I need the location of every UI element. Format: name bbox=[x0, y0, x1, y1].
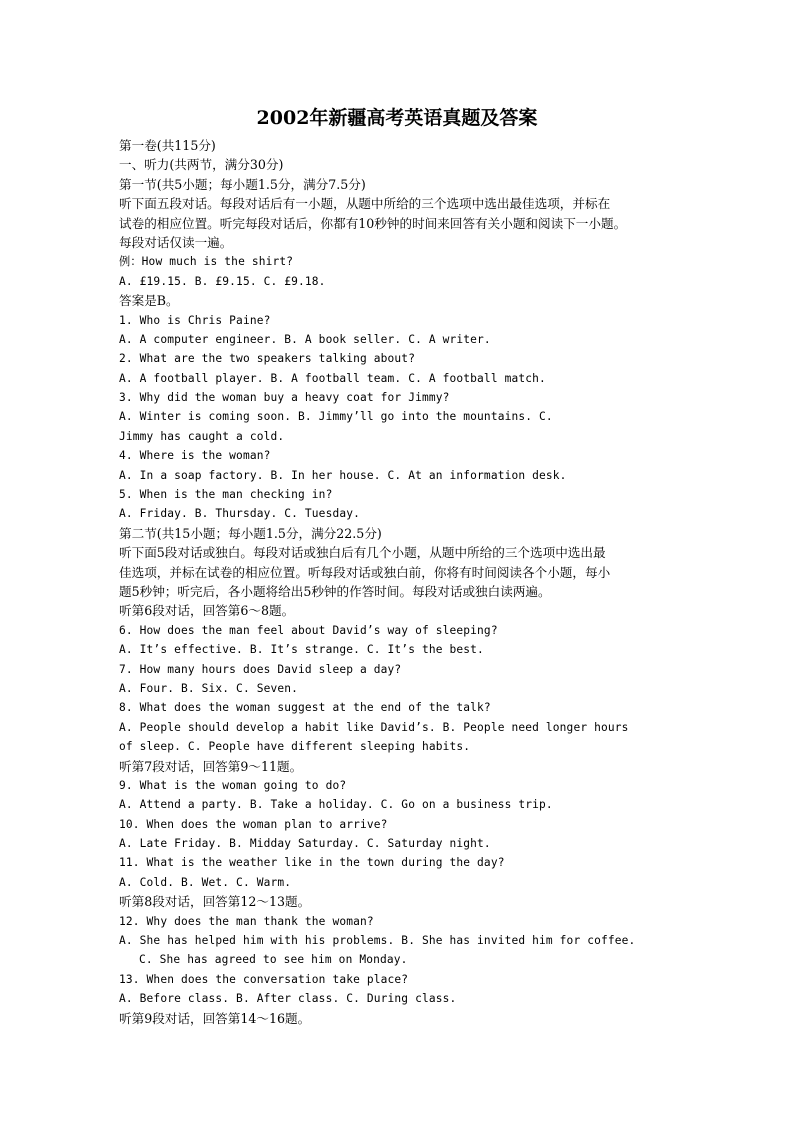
options-line: A. It’s effective. B. It’s strange. C. It’s the best. bbox=[119, 643, 484, 657]
options-line: A. A football player. B. A football team. C. A football match. bbox=[119, 371, 546, 385]
part-header: 一、听力(共两节，满分30分) bbox=[119, 157, 284, 173]
options-line: A. Late Friday. B. Midday Saturday. C. Saturday night. bbox=[119, 837, 491, 851]
options-line: A. She has helped him with his problems. B. She has invited him for coffee. bbox=[119, 934, 636, 948]
question-line: 2. What are the two speakers talking about? bbox=[119, 352, 416, 366]
options-line: A. A computer engineer. B. A book seller. C. A writer. bbox=[119, 332, 491, 346]
question-line: 1. Who is Chris Paine? bbox=[119, 313, 271, 327]
options-line: Jimmy has caught a cold. bbox=[119, 429, 285, 443]
section-header: 第一卷(共115分) bbox=[119, 138, 216, 153]
document-title: 2002年新疆高考英语真题及答案 bbox=[256, 107, 538, 129]
options-line: A. In a soap factory. B. In her house. C. At an information desk. bbox=[119, 468, 567, 482]
options-line: A. People should develop a habit like David’s. B. People need longer hours bbox=[119, 720, 629, 734]
question-line: 6. How does the man feel about David’s way of sleeping? bbox=[119, 623, 498, 637]
question-line: 8. What does the woman suggest at the end of the talk? bbox=[119, 701, 491, 715]
question-line: 10. When does the woman plan to arrive? bbox=[119, 817, 388, 831]
example-answer: 答案是B。 bbox=[119, 293, 179, 309]
question-line: 11. What is the weather like in the town during the day? bbox=[119, 856, 505, 870]
instruction-line: 试卷的相应位置。听完每段对话后，你都有10秒钟的时间来回答有关小题和阅读下一小题。 bbox=[119, 215, 627, 231]
question-line: 3. Why did the woman buy a heavy coat for Jimmy? bbox=[119, 391, 450, 405]
instruction-line: 每段对话仅读一遍。 bbox=[119, 234, 233, 250]
example-question: 例：How much is the shirt? bbox=[119, 255, 294, 269]
options-line: A. Four. B. Six. C. Seven. bbox=[119, 681, 299, 695]
question-line: 12. Why does the man thank the woman? bbox=[119, 914, 374, 928]
section-header: 第二节(共15小题；每小题1.5分，满分22.5分) bbox=[119, 525, 382, 541]
question-line: 5. When is the man checking in? bbox=[119, 488, 333, 502]
question-line: 4. Where is the woman? bbox=[119, 449, 271, 463]
dialogue-header: 听第7段对话，回答第9～11题。 bbox=[119, 758, 303, 774]
document-body bbox=[119, 136, 689, 1028]
section-header: 第一节(共5小题；每小题1.5分，满分7.5分) bbox=[119, 176, 366, 192]
dialogue-header: 听第9段对话，回答第14～16题。 bbox=[119, 1010, 311, 1026]
instruction-line: 听下面5段对话或独白。每段对话或独白后有几个小题，从题中所给的三个选项中选出最 bbox=[119, 545, 606, 561]
options-line: A. Winter is coming soon. B. Jimmy’ll go into the mountains. C. bbox=[119, 410, 553, 424]
dialogue-header: 听第8段对话，回答第12～13题。 bbox=[119, 894, 311, 910]
instruction-line: 题5秒钟；听完后，各小题将给出5秒钟的作答时间。每段对话或独白读两遍。 bbox=[119, 583, 551, 599]
options-line: A. Before class. B. After class. C. During class. bbox=[119, 992, 457, 1006]
question-line: 7. How many hours does David sleep a day? bbox=[119, 662, 402, 676]
instruction-line: 佳选项，并标在试卷的相应位置。听每段对话或独白前，你将有时间阅读各个小题，每小 bbox=[119, 564, 611, 580]
options-line: A. Attend a party. B. Take a holiday. C. Go on a business trip. bbox=[119, 798, 553, 812]
options-line: C. She has agreed to see him on Monday. bbox=[139, 953, 408, 967]
dialogue-header: 听第6段对话，回答第6～8题。 bbox=[119, 603, 295, 619]
question-line: 9. What is the woman going to do? bbox=[119, 778, 347, 792]
options-line: A. Cold. B. Wet. C. Warm. bbox=[119, 875, 292, 889]
instruction-line: 听下面五段对话。每段对话后有一小题，从题中所给的三个选项中选出最佳选项，并标在 bbox=[119, 196, 611, 212]
example-options: A. £19.15. B. £9.15. C. £9.18. bbox=[119, 274, 326, 288]
question-line: 13. When does the conversation take place? bbox=[119, 972, 409, 986]
options-line: A. Friday. B. Thursday. C. Tuesday. bbox=[119, 507, 360, 521]
options-line: of sleep. C. People have different sleeping habits. bbox=[119, 740, 471, 754]
